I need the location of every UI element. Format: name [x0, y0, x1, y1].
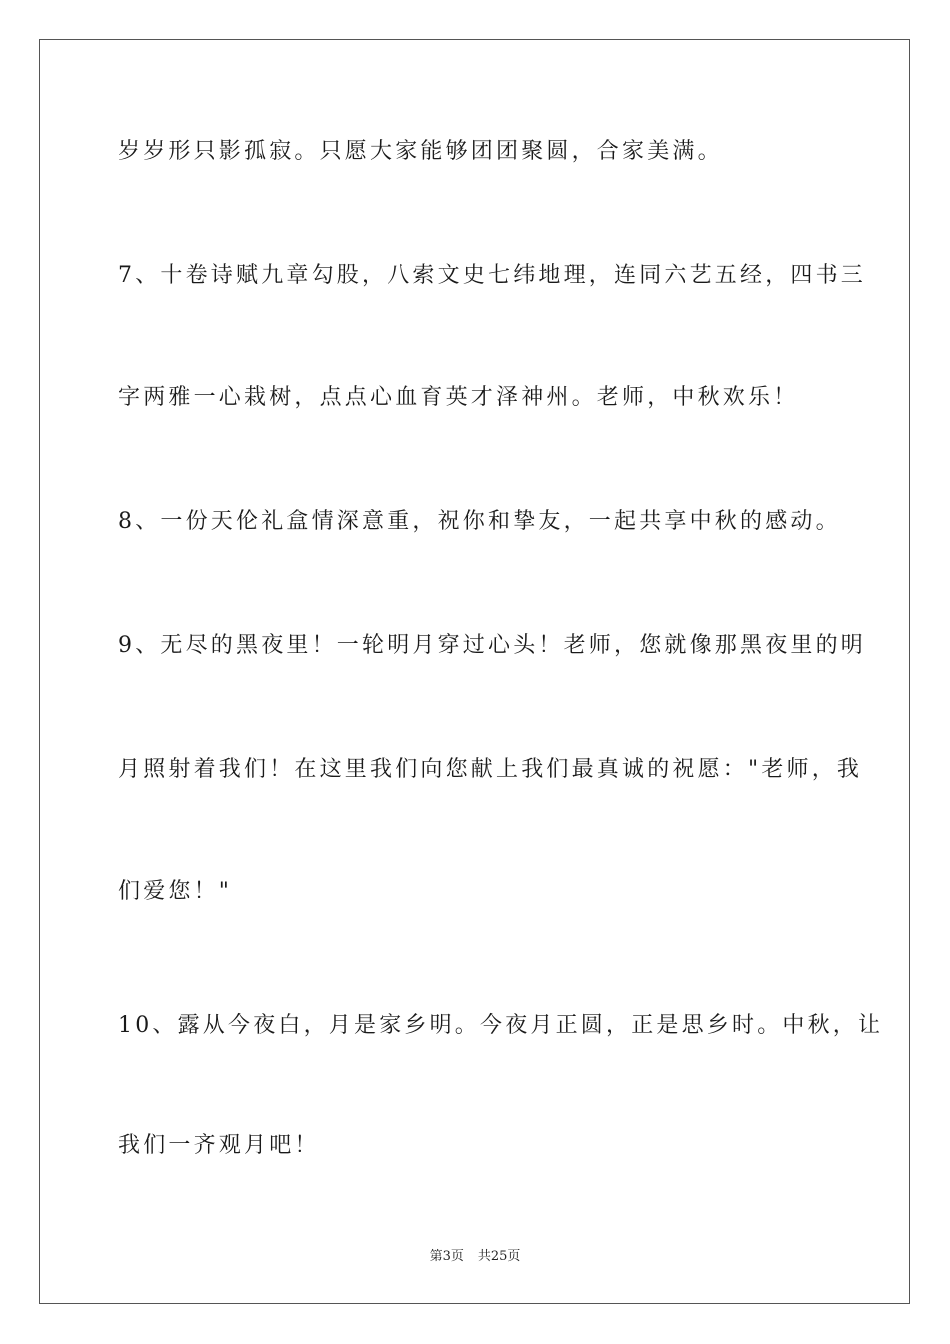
- text-line-8: 10、露从今夜白，月是家乡明。今夜月正圆，正是思乡时。中秋，让: [118, 1013, 884, 1038]
- text-line-4: 8、一份天伦礼盒情深意重，祝你和挚友，一起共享中秋的感动。: [118, 509, 841, 534]
- text-line-6: 月照射着我们！在这里我们向您献上我们最真诚的祝愿："老师，我: [118, 757, 863, 782]
- page-footer: [0, 1248, 950, 1266]
- page-total: 共25页: [477, 1249, 521, 1264]
- text-line-3: 字两雅一心栽树，点点心血育英才泽神州。老师，中秋欢乐！: [118, 385, 799, 410]
- text-line-5: 9、无尽的黑夜里！一轮明月穿过心头！老师，您就像那黑夜里的明: [118, 633, 866, 658]
- page-number: 第3页: [429, 1249, 464, 1264]
- text-line-9: 我们一齐观月吧！: [118, 1133, 320, 1158]
- text-line-2: 7、十卷诗赋九章勾股，八索文史七纬地理，连同六艺五经，四书三: [118, 263, 866, 288]
- page-frame: [39, 39, 910, 1304]
- text-line-7: 们爱您！": [118, 879, 233, 904]
- text-line-1: 岁岁形只影孤寂。只愿大家能够团团聚圆，合家美满。: [118, 139, 723, 164]
